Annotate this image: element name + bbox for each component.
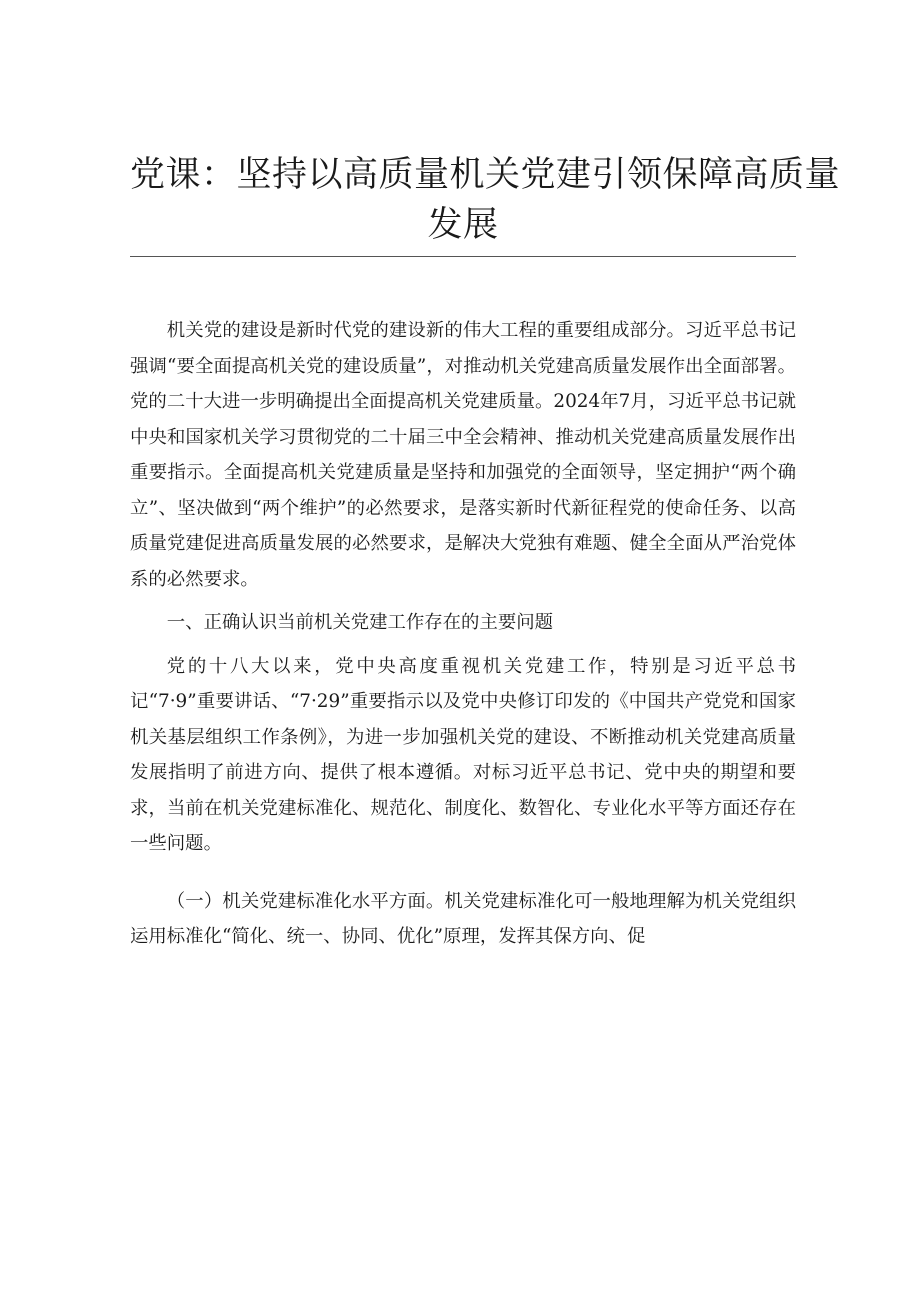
paragraph-section-1: 党的十八大以来，党中央高度重视机关党建工作，特别是习近平总书记“7·9”重要讲话、“7·29”重要指示以及党中央修订印发的《中国共产党党和国家机关基层组织工作条例》，为进一步加强机关党的建设、不断推动机关党建高质量发展指明了前进方向、提供了根本遵循。对标习近平总书记、党中央的期望和要求，当前在机关党建标准化、规范化、制度化、数智化、专业化水平等方面还存在一些问题。 bbox=[130, 655, 796, 854]
section-heading-1: 一、正确认识当前机关党建工作存在的主要问题 bbox=[166, 612, 554, 633]
document-title bbox=[130, 150, 841, 257]
paragraph-subsection-1: （一）机关党建标准化水平方面。机关党建标准化可一般地理解为机关党组织运用标准化“简化、统一、协同、优化”原理，发挥其保方向、促 bbox=[130, 890, 796, 947]
title-line-1: 党课：坚持以高质量机关党建引领保障高质量 bbox=[130, 155, 841, 195]
title-line-2: 发展 bbox=[427, 205, 499, 245]
paragraph-intro: 机关党的建设是新时代党的建设新的伟大工程的重要组成部分。习近平总书记强调“要全面提高机关党的建设质量”，对推动机关党建高质量发展作出全面部署。党的二十大进一步明确提出全面提高机关党建质量。2024年7月，习近平总书记就中央和国家机关学习贯彻党的二十届三中全会精神、推动机关党建高质量发展作出重要指示。全面提高机关党建质量是坚持和加强党的全面领导，坚定拥护“两个确立”、坚决做到“两个维护”的必然要求，是落实新时代新征程党的使命任务、以高质量党建促进高质量发展的必然要求，是解决大党独有难题、健全全面从严治党体系的必然要求。 bbox=[130, 320, 796, 590]
document-body bbox=[130, 313, 796, 955]
